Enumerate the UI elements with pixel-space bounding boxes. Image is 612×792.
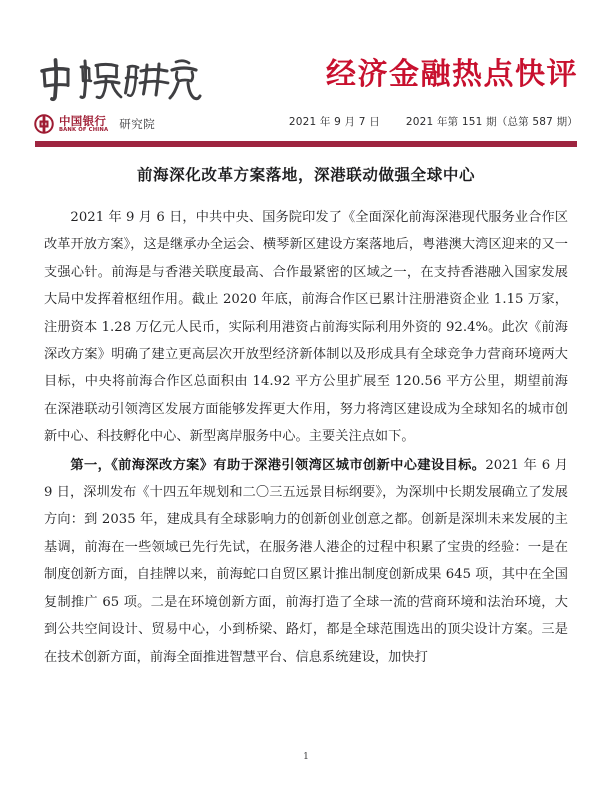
- issue-number: 2021 年第 151 期（总第 587 期）: [405, 116, 578, 128]
- paragraph-2-text: 2021 年 6 月 9 日，深圳发布《十四五年规划和二〇三五远景目标纲要》，为深圳中长期发展确立了发展方向：到 2035 年，建成具有全球影响力的创新创业创意之都。创新是深圳未来发展的主基调，前海在一些领域已先行先试，在服务港人港企的过程中积累了宝贵的经验：一是在制度创新方面，自挂牌以来，前海蛇口自贸区累计推出制度创新成果 645 项，其中在全国复制推广 65 项。二是在环境创新方面，前海打造了全球一流的营商环境和法治环境，大到公共空间设计、贸易中心，小到桥梁、路灯，都是全球范围选出的顶尖设计方案。三是在技术创新方面，前海全面推进智慧平台、信息系统建设，加快打: [44, 457, 569, 665]
- boc-name-en: BANK OF CHINA: [59, 126, 109, 133]
- issue-line: [289, 113, 578, 131]
- masthead-rule: [35, 141, 577, 147]
- paragraph-2: [44, 452, 568, 671]
- masthead: [0, 0, 612, 150]
- paragraph-1-text: 2021 年 9 月 6 日，中共中央、国务院印发了《全面深化前海深港现代服务业合作区改革开放方案》，这是继承办全运会、横琴新区建设方案落地后，粤港澳大湾区迎来的又一支强心针。前海是与香港关联度最高、合作最紧密的区域之一，在支持香港融入国家发展大局中发挥着枢纽作用。截止 2020 年底，前海合作区已累计注册港资企业 1.15 万家，注册资本 1.28 万亿元人民币，实际利用港资占前海实际利用外资的 92.4%。此次《前海深改方案》明确了建立更高层次开放型经济新体制以及形成具有全球竞争力营商环境两大目标，中央将前海合作区总面积由 14.92 平方公里扩展至 120.56 平方公里，期望前海在深港联动引领湾区发展方面能够发挥更大作用，努力将湾区建设成为全球知名的城市创新中心、科技孵化中心、新型离岸服务中心。主要关注点如下。: [44, 210, 568, 445]
- issue-date: 2021 年 9 月 7 日: [288, 116, 380, 128]
- institute-label: 研究院: [119, 117, 156, 131]
- boc-wordmark: [59, 113, 107, 135]
- paragraph-1: [44, 204, 568, 451]
- page-number: 1: [303, 752, 309, 762]
- boc-emblem-icon: [34, 114, 54, 134]
- brand-calligraphy-logo: [33, 52, 203, 104]
- article: [0, 150, 612, 671]
- boc-name-cn: 中国银行: [59, 113, 107, 128]
- journal-title: 经济金融热点快评: [326, 57, 578, 92]
- bank-of-china-logo: [34, 112, 155, 136]
- article-body: [44, 204, 568, 671]
- article-title: 前海深化改革方案落地，深港联动做强全球中心: [136, 166, 476, 184]
- paragraph-2-lead: 第一，《前海深改方案》有助于深港引领湾区城市创新中心建设目标。: [70, 457, 486, 473]
